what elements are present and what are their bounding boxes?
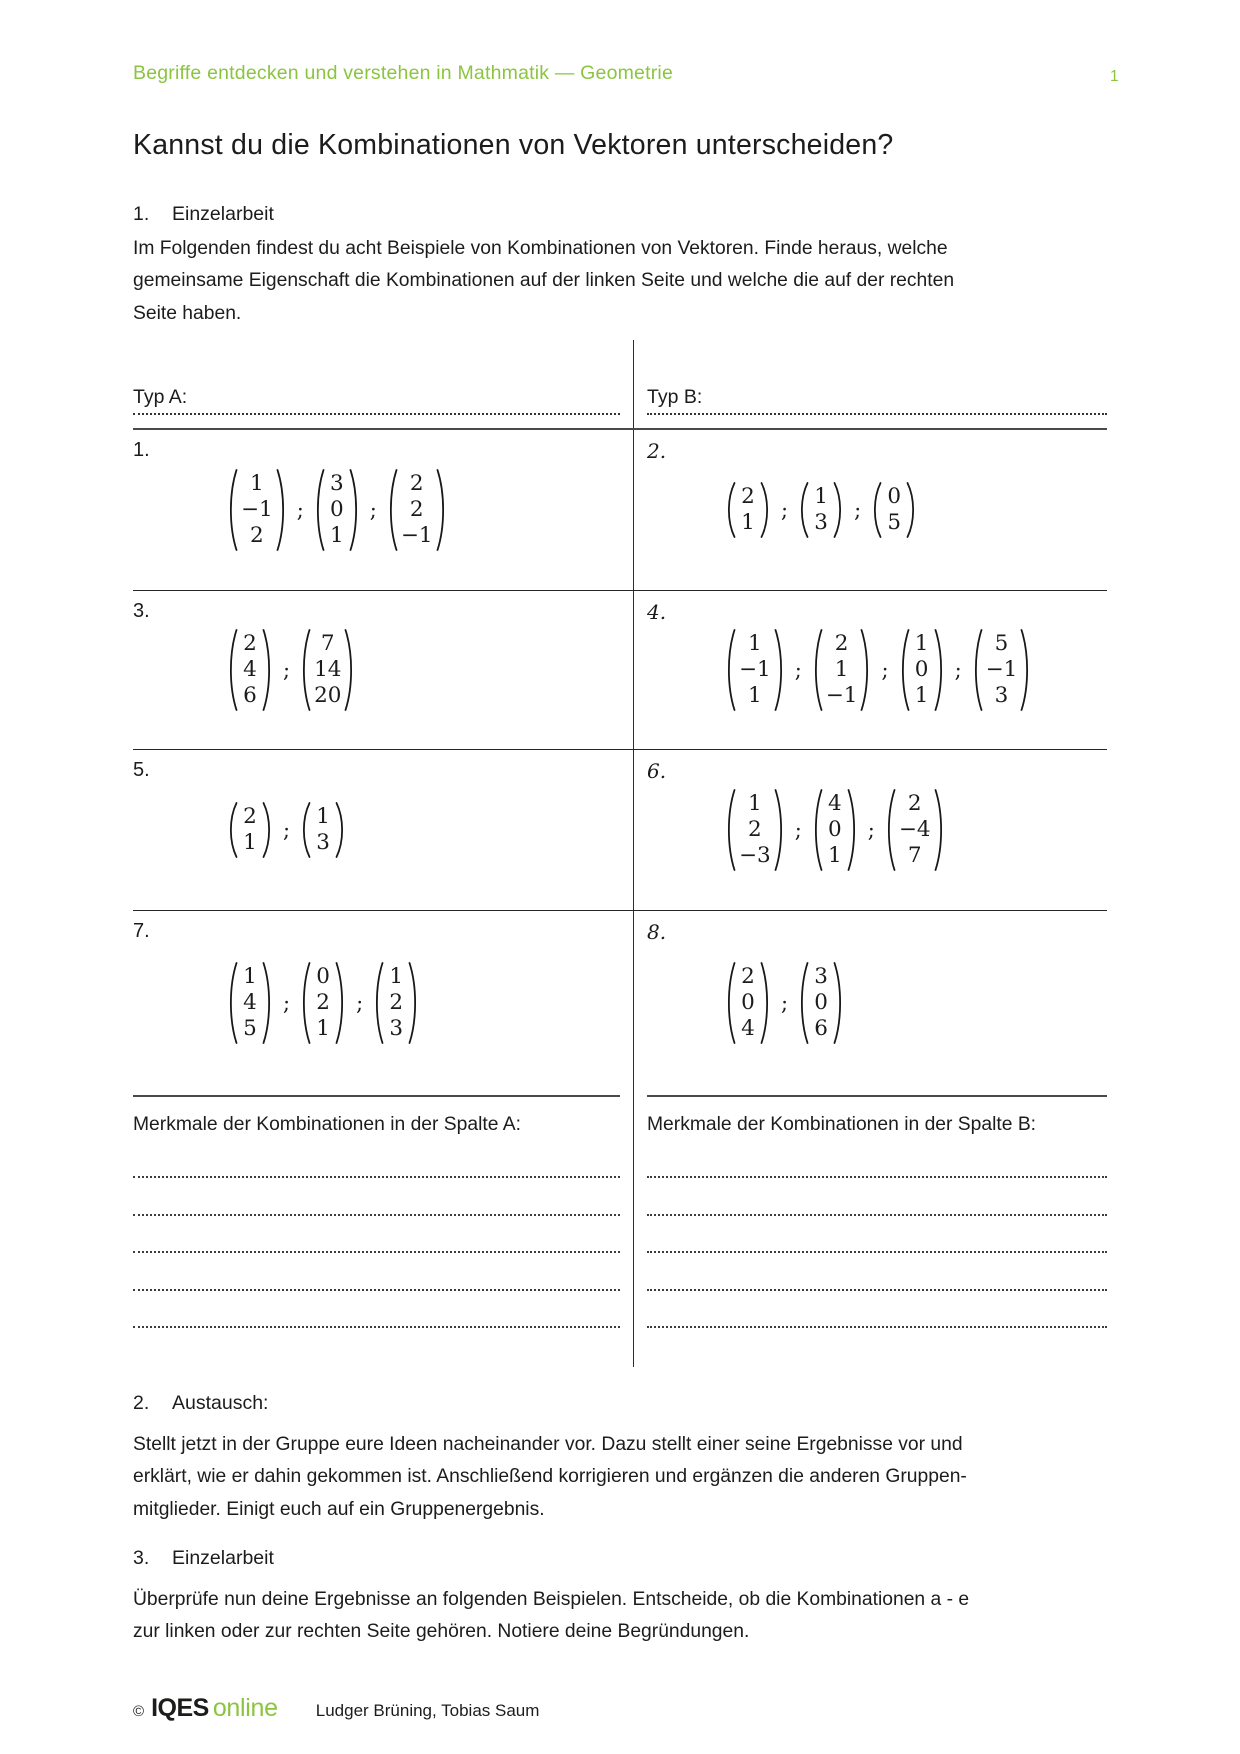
example-number: 8. [647,920,667,944]
vector-component: 5 [887,510,901,535]
vector-column [824,631,860,709]
vector-component: −3 [739,843,771,868]
vector-component: 1 [914,683,929,708]
vector-component: 2 [243,804,257,829]
right-paren-icon [275,468,289,552]
page-title: Kannst du die Kombinationen von Vektoren unterscheiden? [133,129,894,161]
vector-group [647,911,1107,1095]
vector-group [647,750,1107,910]
text-line: mitglieder. Einigt euch auf ein Gruppenergebnis. [133,1498,545,1520]
vector-component: 1 [316,804,330,829]
example-cell-1 [133,430,633,590]
section-3-body [133,1584,969,1649]
example-cell-4 [633,591,1107,749]
vector-column [737,791,773,869]
vector-column [326,471,348,549]
typ-a-label: Typ A: [133,386,188,408]
right-paren-icon [261,628,275,712]
vector [298,801,348,859]
vector [796,481,846,539]
left-paren-icon [723,788,737,872]
vector [970,628,1034,712]
left-paren-icon [869,481,883,539]
vector-component: 1 [748,683,762,708]
text-line: Stellt jetzt in der Gruppe eure Ideen nacheinander vor. Dazu stellt einer seine Ergebnisse vor und [133,1434,963,1455]
iqes-logo-online: online [212,1694,278,1722]
left-paren-icon [312,468,326,552]
vector-component: −1 [985,657,1018,682]
vector-column [239,964,261,1042]
vector-component: 2 [316,990,330,1015]
right-paren-icon [933,788,947,872]
right-paren-icon [261,961,275,1045]
vector-component: 1 [329,523,344,548]
answer-line [647,1253,1107,1290]
vector-component: 1 [834,657,849,682]
right-paren-icon [759,961,773,1045]
answer-lines-b [647,1141,1107,1328]
section-1-title: Einzelarbeit [172,203,274,225]
vector [385,468,449,552]
left-paren-icon [298,801,312,859]
vector-component: 0 [329,497,344,522]
right-paren-icon [905,481,919,539]
vector-column [810,964,832,1042]
left-paren-icon [810,788,824,872]
vector-component: 1 [814,484,828,509]
example-cell-8 [633,911,1107,1095]
right-paren-icon [343,628,357,712]
vector-separator: ; [781,991,789,1015]
right-paren-icon [846,788,860,872]
vector-component: 3 [814,964,828,989]
vector-column [312,964,334,1042]
answer-line [647,1216,1107,1253]
right-paren-icon [334,961,348,1045]
vector-column [911,631,933,709]
vector-component: 1 [748,631,762,656]
vector [225,628,275,712]
typ-b-cell [633,340,1107,428]
text-line: gemeinsame Eigenschaft die Kombinationen auf der linken Seite und welche die auf der rechten [133,270,955,292]
vector [723,961,773,1045]
left-paren-icon [225,468,239,552]
vector-component: 0 [316,964,330,989]
vector-component: 2 [409,497,424,522]
vector-component: 1 [243,964,257,989]
right-paren-icon [773,628,787,712]
vector [298,961,348,1045]
right-paren-icon [933,628,947,712]
vector-separator: ; [954,658,962,682]
left-paren-icon [723,628,737,712]
example-number: 7. [133,920,150,942]
vector-component: 5 [994,631,1009,656]
vector-component: 2 [741,484,755,509]
answer-line [647,1291,1107,1328]
vector-component: 1 [827,843,842,868]
answer-line [133,1178,620,1215]
vector-component: 1 [389,964,403,989]
merkmale-a-cell [133,1095,633,1372]
section-1-body [133,233,954,330]
vector-component: 3 [994,683,1009,708]
vector-component: −1 [400,523,433,548]
vector-component: 1 [748,791,762,816]
vector-separator: ; [881,658,889,682]
left-paren-icon [723,961,737,1045]
vector-component: 3 [329,471,344,496]
vector-separator: ; [296,498,304,522]
vector-column [897,791,933,869]
vector-separator: ; [283,991,291,1015]
right-paren-icon [759,481,773,539]
vector-column [312,631,343,709]
left-paren-icon [225,961,239,1045]
example-cell-6 [633,750,1107,910]
vector-column [239,804,261,856]
text-line: Überprüfe nun deine Ergebnisse an folgenden Beispielen. Entscheide, ob die Kombinationen a - e [133,1589,970,1610]
right-paren-icon [407,961,421,1045]
section-3-heading [133,1547,274,1570]
header-title: Begriffe entdecken und verstehen in Mathmatik — Geometrie [133,62,673,84]
vector-component: 3 [316,830,330,855]
vector-component: 0 [887,484,901,509]
section-2-title: Austausch: [172,1392,269,1414]
vector-component: 2 [409,471,424,496]
example-cell-7 [133,911,633,1095]
left-paren-icon [371,961,385,1045]
vector [810,628,874,712]
right-paren-icon [435,468,449,552]
vector [312,468,362,552]
vector-component: 0 [827,817,842,842]
authors-text: Ludger Brüning, Tobias Saum [315,1701,540,1720]
vector-separator: ; [283,818,291,842]
vector-column [385,964,407,1042]
vector-column [737,631,773,709]
example-number: 5. [133,759,150,781]
typ-b-dotted-line [647,386,1107,415]
left-paren-icon [796,481,810,539]
vector-component: 2 [243,631,257,656]
page-footer [133,1694,539,1723]
vector-component: 3 [389,1016,403,1041]
right-paren-icon [773,788,787,872]
vector [810,788,860,872]
vector [897,628,947,712]
left-paren-icon [298,628,312,712]
vector-component: 1 [741,510,755,535]
vector-comparison-table [133,340,1107,1372]
text-line: zur linken oder zur rechten Seite gehören. Notiere deine Begründungen. [133,1621,750,1643]
vector-group [133,911,633,1095]
vector-separator: ; [283,658,291,682]
merkmale-a-top-line [133,1095,620,1372]
section-2-number: 2. [133,1392,150,1414]
merkmale-b-cell [633,1095,1107,1372]
text-line: erklärt, wie er dahin gekommen ist. Anschließend korrigieren und ergänzen die anderen Gruppen- [133,1466,967,1488]
merkmale-b-top-line [647,1095,1107,1372]
vector-component: 0 [914,657,929,682]
vector-component: 2 [389,990,403,1015]
vector-component: −1 [241,497,273,522]
vector-separator: ; [794,818,802,842]
right-paren-icon [859,628,873,712]
vector-component: 3 [814,510,828,535]
vector-group [133,430,633,590]
example-number: 3. [133,600,150,622]
vector-component: −1 [739,657,771,682]
right-paren-icon [832,961,846,1045]
merkmale-a-title: Merkmale der Kombinationen in der Spalte A: [133,1114,521,1135]
vector-component: 4 [243,990,257,1015]
left-paren-icon [883,788,897,872]
vector [371,961,421,1045]
example-number: 1. [133,439,150,461]
vector [225,961,275,1045]
vector-component: 7 [907,843,922,868]
example-cell-2 [633,430,1107,590]
vector [225,468,289,552]
text-line: Seite haben. [133,302,242,324]
vector-group [647,591,1107,749]
left-paren-icon [970,628,984,712]
vector-column [824,791,846,869]
vector-column [399,471,435,549]
text-line: Im Folgenden findest du acht Beispiele von Kombinationen von Vektoren. Finde heraus, welche [133,238,948,259]
vector-component: 20 [314,683,342,708]
left-paren-icon [897,628,911,712]
left-paren-icon [723,481,737,539]
vector-column [737,484,759,536]
right-paren-icon [1019,628,1033,712]
answer-line [133,1216,620,1253]
vector-component: 14 [314,657,342,682]
vector-component: 2 [741,964,755,989]
typ-b-label: Typ B: [647,386,703,408]
vector-component: 1 [250,471,264,496]
vector-separator: ; [781,498,789,522]
answer-lines-a [133,1141,620,1328]
vector [298,628,357,712]
vector-component: 4 [741,1016,755,1041]
section-2-heading [133,1392,268,1415]
vector-column [984,631,1020,709]
vector-component: 1 [316,1016,330,1041]
vector-component: −1 [825,683,858,708]
vector [723,628,787,712]
vector-component: −4 [898,817,931,842]
vector-separator: ; [794,658,802,682]
vector [796,961,846,1045]
page-number: 1 [1110,68,1119,85]
vector-component: 1 [914,631,929,656]
section-1-number: 1. [133,203,150,225]
vector-column [239,631,261,709]
vector-component: 4 [243,657,257,682]
vector-component: 0 [741,990,755,1015]
vector-group [133,750,633,910]
section-3-title: Einzelarbeit [172,1547,274,1569]
answer-line [133,1253,620,1290]
example-cell-5 [133,750,633,910]
vector-column [737,964,759,1042]
vector-column [810,484,832,536]
right-paren-icon [261,801,275,859]
left-paren-icon [385,468,399,552]
iqes-logo: IQES [151,1694,209,1722]
vector-component: 6 [243,683,257,708]
vector-component: 7 [320,631,335,656]
vector-column [883,484,905,536]
section-1-heading [133,203,274,226]
vector-column [239,471,275,549]
section-2-body [133,1429,967,1526]
answer-line [133,1141,620,1178]
vector-separator: ; [369,498,377,522]
vector-component: 2 [907,791,922,816]
copyright-symbol: © [133,1703,145,1720]
vector-component: 4 [827,791,842,816]
right-paren-icon [334,801,348,859]
left-paren-icon [225,801,239,859]
example-cell-3 [133,591,633,749]
section-3-number: 3. [133,1547,150,1569]
vector-component: 1 [243,830,257,855]
typ-a-dotted-line [133,386,620,415]
right-paren-icon [832,481,846,539]
right-paren-icon [348,468,362,552]
vector-component: 6 [814,1016,828,1041]
vector-separator: ; [854,498,862,522]
vector-component: 2 [834,631,849,656]
vector-separator: ; [867,818,875,842]
answer-line [133,1291,620,1328]
vector-component: 2 [748,817,762,842]
vector [869,481,919,539]
vector-group [647,430,1107,590]
left-paren-icon [796,961,810,1045]
left-paren-icon [225,628,239,712]
typ-a-cell [133,340,633,428]
vector [225,801,275,859]
merkmale-b-title: Merkmale der Kombinationen in der Spalte B: [647,1114,1037,1135]
answer-line [647,1178,1107,1215]
example-number: 2. [647,439,667,463]
vector-component: 5 [243,1016,257,1041]
vector [723,481,773,539]
vector-column [312,804,334,856]
vector-group [133,591,633,749]
vector-component: 0 [814,990,828,1015]
left-paren-icon [298,961,312,1045]
answer-line [647,1141,1107,1178]
vector-separator: ; [356,991,364,1015]
example-number: 4. [647,600,667,624]
vector-component: 2 [250,523,264,548]
left-paren-icon [810,628,824,712]
example-number: 6. [647,759,667,783]
vector [723,788,787,872]
vector [883,788,947,872]
